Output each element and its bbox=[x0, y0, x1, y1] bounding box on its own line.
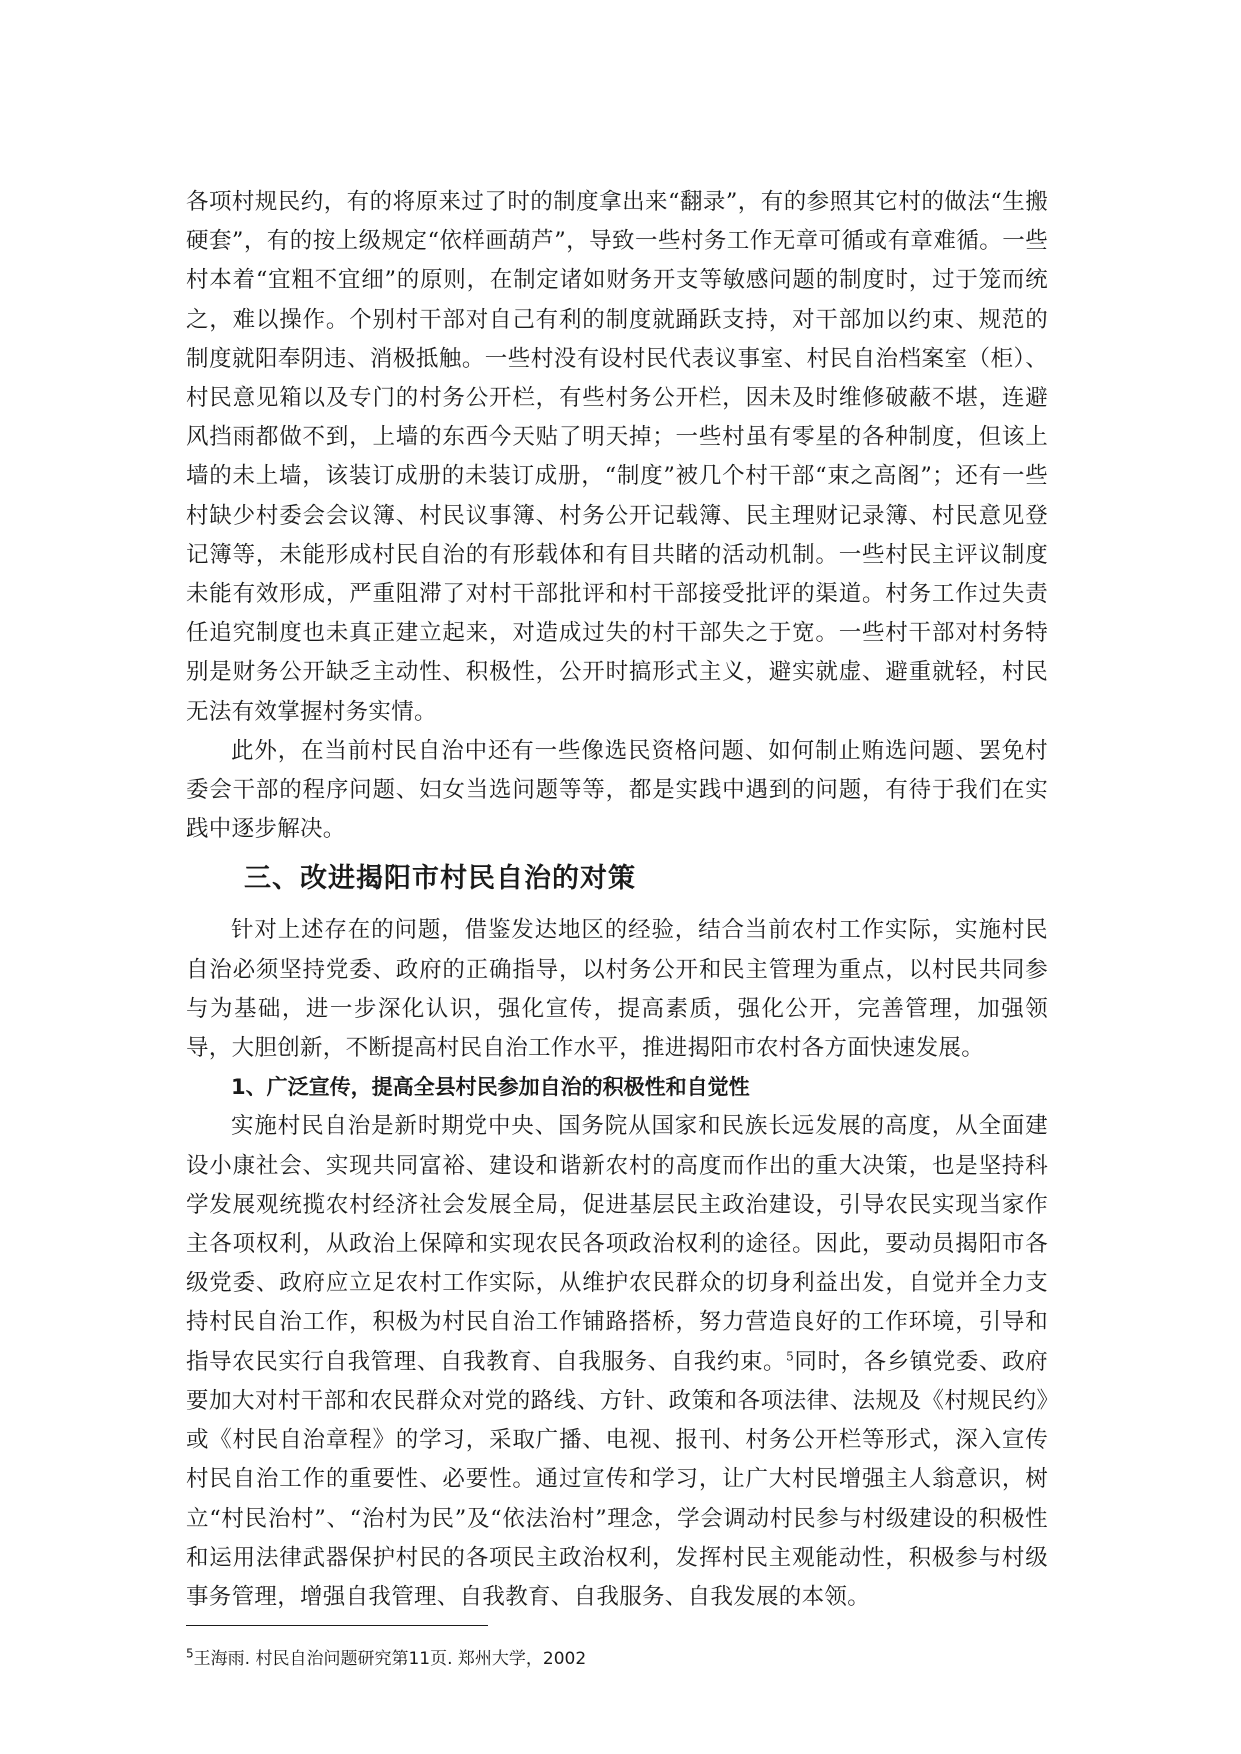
paragraph-publicity-part2: 同时，各乡镇党委、政府要加大对村干部和农民群众对党的路线、方针、政策和各项法律、法规及《村规民约》或《村民自治章程》的学习，采取广播、电视、报刊、村务公开栏等形式，深入宣传村民自治工作的重要性、必要性。通过宣传和学习，让广大村民增强主人翁意识，树立“村民治村”、“治村为民”及“依法治村”理念，学会调动村民参与村级建设的积极性和运用法律武器保护村民的各项民主政治权利，发挥村民主观能动性，积极参与村级事务管理，增强自我管理、自我教育、自我服务、自我发展的本领。 bbox=[186, 1348, 1048, 1610]
footnote bbox=[186, 1647, 586, 1671]
section-heading: 三、改进揭阳市村民自治的对策 bbox=[244, 863, 636, 895]
paragraph-publicity-part1: 实施村民自治是新时期党中央、国务院从国家和民族长远发展的高度，从全面建设小康社会、实现共同富裕、建设和谐新农村的高度而作出的重大决策，也是坚持科学发展观统揽农村经济社会发展全局，促进基层民主政治建设，引导农民实现当家作主各项权利，从政治上保障和实现农民各项政治权利的途径。因此，要动员揭阳市各级党委、政府应立足农村工作实际，从维护农民群众的切身利益出发，自觉并全力支持村民自治工作，积极为村民自治工作铺路搭桥，努力营造良好的工作环境，引导和指导农民实行自我管理、自我教育、自我服务、自我约束。 bbox=[186, 1113, 1048, 1375]
subsection-heading: 1、广泛宣传，提高全县村民参加自治的积极性和自觉性 bbox=[231, 1075, 750, 1100]
page-body bbox=[186, 183, 1048, 1617]
footnote-text: 王海雨. 村民自治问题研究第11页. 郑州大学，2002 bbox=[193, 1649, 587, 1669]
footnote-divider bbox=[186, 1625, 488, 1626]
paragraph-village-rules: 各项村规民约，有的将原来过了时的制度拿出来“翻录”，有的参照其它村的做法“生搬硬套”，有的按上级规定“依样画葫芦”，导致一些村务工作无章可循或有章难循。一些村本着“宜粗不宜细”的原则，在制定诸如财务开支等敏感问题的制度时，过于笼而统之，难以操作。个别村干部对自己有利的制度就踊跃支持，对干部加以约束、规范的制度就阳奉阴违、消极抵触。一些村没有设村民代表议事室、村民自治档案室（柜）、村民意见箱以及专门的村务公开栏，有些村务公开栏，因未及时维修破蔽不堪，连避风挡雨都做不到，上墙的东西今天贴了明天掉；一些村虽有零星的各种制度，但该上墙的未上墙，该装订成册的未装订成册，“制度”被几个村干部“束之高阁”；还有一些村缺少村委会会议簿、村民议事簿、村务公开记载簿、民主理财记录簿、村民意见登记簿等，未能形成村民自治的有形载体和有目共睹的活动机制。一些村民主评议制度未能有效形成，严重阻滞了对村干部批评和村干部接受批评的渠道。村务工作过失责任追究制度也未真正建立起来，对造成过失的村干部失之于宽。一些村干部对村务特别是财务公开缺乏主动性、积极性，公开时搞形式主义，避实就虚、避重就轻，村民无法有效掌握村务实情。 bbox=[186, 189, 1048, 725]
footnote-reference[interactable]: 5 bbox=[786, 1349, 795, 1364]
paragraph-intro: 针对上述存在的问题，借鉴发达地区的经验，结合当前农村工作实际，实施村民自治必须坚持党委、政府的正确指导，以村务公开和民主管理为重点，以村民共同参与为基础，进一步深化认识，强化宣传，提高素质，强化公开，完善管理，加强领导，大胆创新，不断提高村民自治工作水平，推进揭阳市农村各方面快速发展。 bbox=[186, 917, 1048, 1062]
paragraph-publicity bbox=[186, 1107, 1048, 1617]
footnote-mark: 5 bbox=[186, 1646, 194, 1661]
paragraph-other-issues: 此外，在当前村民自治中还有一些像选民资格问题、如何制止贿选问题、罢免村委会干部的程序问题、妇女当选问题等等，都是实践中遇到的问题，有待于我们在实践中逐步解决。 bbox=[186, 737, 1048, 843]
